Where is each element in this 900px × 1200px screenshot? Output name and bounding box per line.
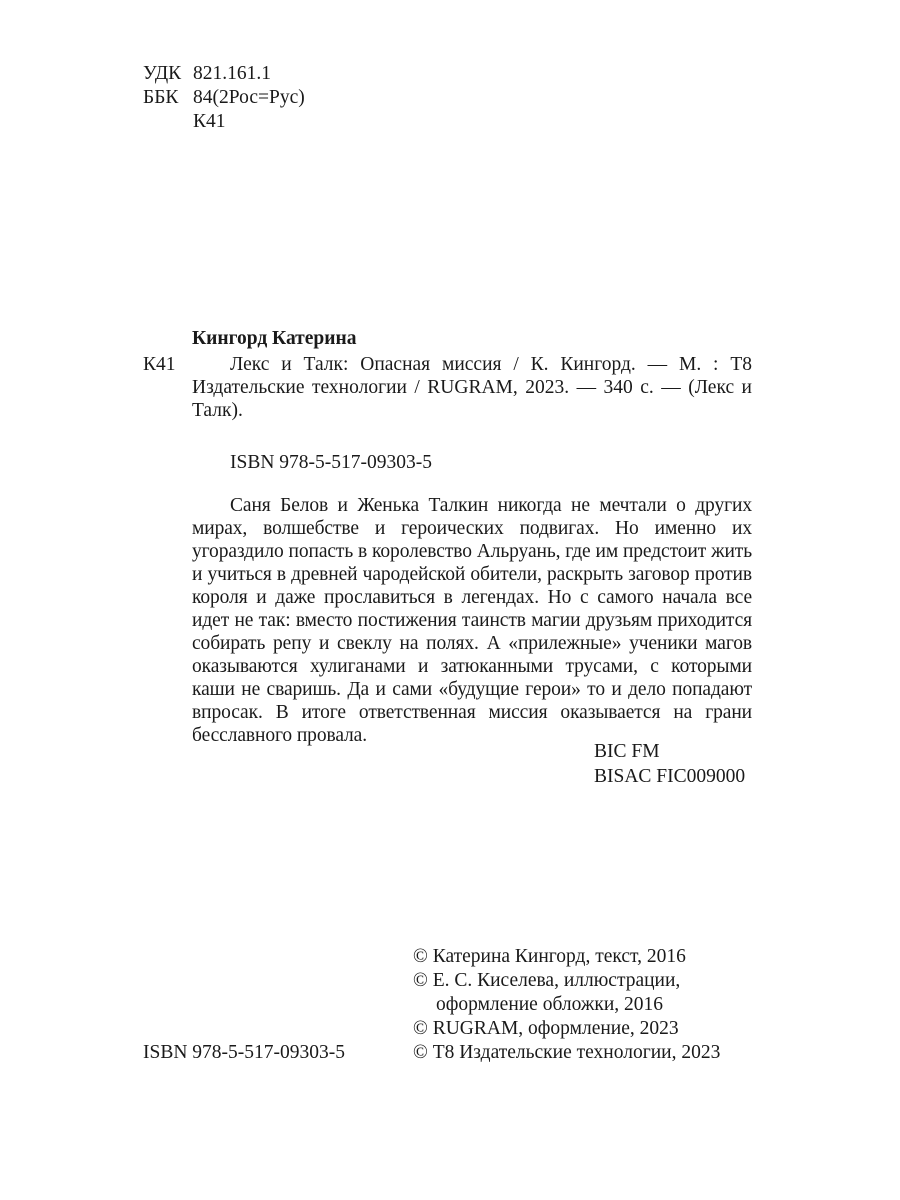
copyright-line: © RUGRAM, оформление, 2023 [413, 1018, 679, 1039]
author-mark: К41 [193, 111, 226, 132]
bic-code: BIC FM [594, 741, 660, 762]
udk-label: УДК [143, 63, 182, 84]
book-annotation: Саня Белов и Женька Талкин никогда не мечтали о других мирах, волшебстве и героических подвигах. Но именно их угораздило попасть в королевство Альруань, где им предстоит жить и учиться в древней чародейской обители, раскрыть заговор против короля и даже прославиться в легендах. Но с самого начала все идет не так: вместо постижения таинств магии друзьям приходится собирать репу и свеклу на полях. А «прилежные» ученики магов оказываются хулиганами и затюканными трусами, с которыми каши не сваришь. Да и сами «будущие герои» то и дело попадают впросак. В итоге ответственная миссия оказывается на грани бесславного провала. [192, 495, 752, 746]
isbn-main: ISBN 978-5-517-09303-5 [230, 452, 433, 473]
book-author: Кингорд Катерина [192, 328, 357, 349]
bbk-row [143, 86, 305, 109]
copyright-line: © Е. С. Киселева, иллюстрации, [413, 970, 681, 991]
bbk-value: 84(2Рос=Рус) [193, 87, 305, 108]
bibliographic-description: Лекс и Талк: Опасная миссия / К. Кингорд. — М. : Т8 Издательские технологии / RUGRAM, 2023. — 340 с. — (Лекс и Талк). [192, 354, 752, 421]
bisac-code: BISAC FIC009000 [594, 766, 746, 787]
copyright-block [413, 945, 720, 1065]
bbk-label: ББК [143, 87, 179, 108]
copyright-line: © Катерина Кингорд, текст, 2016 [413, 946, 686, 967]
author-side-mark: К41 [143, 354, 176, 375]
copyright-line: оформление обложки, 2016 [436, 994, 664, 1015]
subject-codes [594, 740, 745, 790]
udk-value: 821.161.1 [193, 63, 271, 84]
copyright-line: © Т8 Издательские технологии, 2023 [413, 1042, 721, 1063]
udk-row [143, 62, 271, 85]
isbn-footer: ISBN 978-5-517-09303-5 [143, 1042, 346, 1063]
